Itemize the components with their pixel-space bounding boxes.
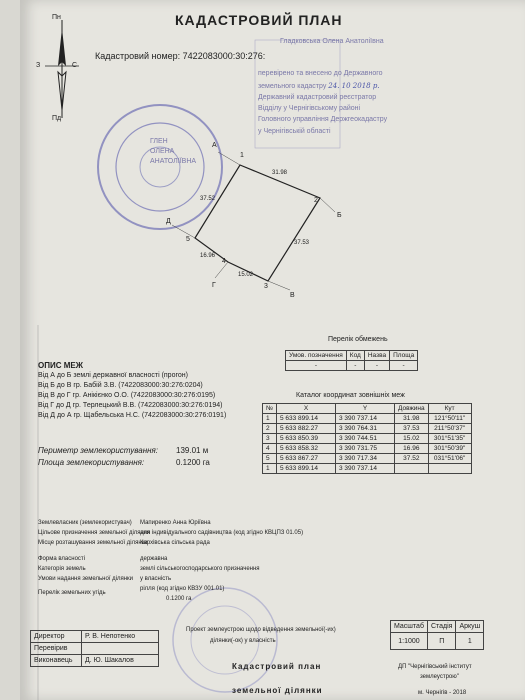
catalog-cell: 5 633 899.14 (276, 414, 335, 424)
org-city-year: м. Чернігів - 2018 (418, 690, 467, 696)
info-label: Місце розташування земельної ділянки (38, 540, 148, 546)
round-stamp (98, 105, 222, 229)
catalog-cell: 3 390 737.14 (335, 464, 394, 474)
info-label: Цільове призначення земельної ділянки (38, 530, 150, 536)
catalog-cell: 1 (263, 464, 277, 474)
vertex-letter-a: А (212, 142, 217, 149)
restrictions-cell: - (346, 361, 364, 371)
vertex-num-1: 1 (240, 152, 244, 159)
scale-header-cell: Стадія (427, 621, 456, 633)
table-row (263, 434, 472, 444)
org-line-1: ДП "Чернігівський інститут (398, 664, 472, 670)
name-cell: Р. В. Непотенко (82, 631, 159, 643)
area-label: Площа землекористування: (38, 458, 145, 467)
stamp-line-2: перевірено та внесено до Державного (258, 70, 383, 77)
boundary-line: Від Г до Д гр. Терлецький В.В. (7422083000:30:276:0194) (38, 402, 223, 409)
area-value: 0.1200 га (176, 458, 210, 467)
catalog-cell: 3 390 764.31 (335, 424, 394, 434)
footer-title-2: земельної ділянки (232, 686, 323, 695)
catalog-cell: 37.52 (394, 454, 428, 464)
vertex-num-3: 3 (264, 283, 268, 290)
catalog-cell (394, 464, 428, 474)
restrictions-header-cell: Умов. позначення (286, 351, 347, 361)
catalog-cell: 3 390 737.14 (335, 414, 394, 424)
role-cell: Директор (31, 631, 82, 643)
table-row (263, 454, 472, 464)
footer-title-1: Кадастровий план (232, 662, 322, 671)
boundary-line: Від В до Г гр. Анікієнко О.О. (7422083000:30:276:0195) (38, 392, 216, 399)
perimeter-label: Периметр землекористування: (38, 446, 159, 455)
catalog-cell: 5 633 867.27 (276, 454, 335, 464)
stamp-line-5: Відділу у Чернігівському районі (258, 105, 361, 112)
catalog-cell: 3 390 717.34 (335, 454, 394, 464)
compass-east-label: С (72, 62, 78, 69)
vertex-num-5: 5 (186, 236, 190, 243)
boundary-line: Від А до Б землі державної власності (прогон) (38, 372, 188, 379)
stamp-line-7: у Чернігівській області (258, 128, 331, 135)
catalog-cell: 37.53 (394, 424, 428, 434)
catalog-cell: 121°50'11" (428, 414, 471, 424)
catalog-cell: 3 390 744.51 (335, 434, 394, 444)
name-cell: Д. Ю. Шакалов (82, 655, 159, 667)
catalog-cell: 301°51'35" (428, 434, 471, 444)
cadastral-number-value: 7422083000:30:276: (182, 51, 266, 61)
restrictions-title: Перелік обмежень (328, 336, 388, 343)
table-row (263, 424, 472, 434)
document-title: КАДАСТРОВИЙ ПЛАН (175, 12, 343, 28)
catalog-cell: 31.98 (394, 414, 428, 424)
catalog-cell: 5 (263, 454, 277, 464)
boundary-line: Від Д до А гр. Щабельська Н.С. (7422083000:30:276:0191) (38, 412, 227, 419)
catalog-title: Каталог координат зовнішніх меж (296, 392, 405, 399)
info-value: землі сільськогосподарського призначення (140, 566, 260, 572)
catalog-header-cell: Y (335, 404, 394, 414)
catalog-cell: 4 (263, 444, 277, 454)
catalog-cell: 301°50'39" (428, 444, 471, 454)
table-row (263, 414, 472, 424)
vertex-num-2: 2 (314, 197, 318, 204)
signatures-table (30, 630, 159, 667)
restrictions-header-cell: Назва (364, 351, 389, 361)
scale-cell: 1:1000 (391, 633, 428, 650)
restrictions-cell: - (286, 361, 347, 371)
stamp-name-2: ОЛЕНА (150, 148, 175, 155)
org-line-2: землеустрою" (420, 674, 459, 680)
name-cell (82, 643, 159, 655)
restrictions-table (285, 350, 418, 371)
catalog-cell: 3 390 731.75 (335, 444, 394, 454)
info-value: у власність (140, 576, 172, 582)
restrictions-cell: - (390, 361, 418, 371)
side-length-5-1: 37.52 (200, 196, 216, 202)
catalog-header-cell: № (263, 404, 277, 414)
info-value: Мапиренко Анна Юріївна (140, 520, 211, 526)
restrictions-cell: - (364, 361, 389, 371)
info-value: рілля (код згідно КВЗУ 001.01) (140, 586, 225, 592)
info-label: Форма власності (38, 556, 85, 562)
info-label: Землевласник (землекористувач) (38, 520, 132, 526)
compass-west-label: З (36, 62, 41, 69)
catalog-cell: 3 (263, 434, 277, 444)
catalog-header-cell: Довжина (394, 404, 428, 414)
cadastral-number (95, 51, 265, 61)
role-cell: Перевірив (31, 643, 82, 655)
scale-header-cell: Масштаб (391, 621, 428, 633)
catalog-header-cell: X (276, 404, 335, 414)
info-value: Кархівська сільська рада (140, 540, 210, 546)
scale-table (390, 620, 484, 650)
info-value: 0.1200 га (166, 596, 192, 602)
info-label: Категорія земель (38, 566, 86, 572)
vertex-num-4: 4 (222, 258, 226, 265)
stamp-date: 24. 10 2018 р. (328, 82, 380, 90)
stamp-line-6: Головного управління Держгеокадастру (258, 116, 388, 123)
catalog-cell: 1 (263, 414, 277, 424)
catalog-cell: 031°51'06" (428, 454, 471, 464)
side-length-4-5: 16.96 (200, 253, 216, 259)
stamp-name-1: ГЛЕН (150, 138, 168, 145)
table-row (263, 464, 472, 474)
info-label: Умови надання земельної ділянки (38, 576, 134, 582)
coordinates-table (262, 403, 472, 474)
boundary-line: Від Б до В гр. Бабій З.В. (7422083000:30:276:0204) (38, 382, 203, 389)
catalog-cell: 15.02 (394, 434, 428, 444)
stamp-name-3: АНАТОЛІЇВНА (150, 158, 197, 165)
catalog-cell: 16.96 (394, 444, 428, 454)
info-value: державна (140, 556, 168, 562)
restrictions-header-cell: Код (346, 351, 364, 361)
project-line-1: Проект землеустрою щодо відведення земельної(-их) (186, 627, 336, 633)
table-row (263, 444, 472, 454)
land-plot-outline (172, 152, 335, 290)
vertex-letter-g: Г (212, 282, 216, 289)
restrictions-header-cell: Площа (390, 351, 418, 361)
boundaries-title: ОПИС МЕЖ (38, 361, 83, 370)
compass-south-label: Пд (52, 115, 62, 122)
cadastral-number-label: Кадастровий номер: (95, 51, 181, 61)
compass-north-label: Пн (52, 14, 61, 21)
stamp-line-4: Державний кадастровий реєстратор (258, 94, 377, 101)
catalog-cell: 5 633 858.32 (276, 444, 335, 454)
perimeter-value: 139.01 м (176, 446, 209, 455)
side-length-2-3: 37.53 (294, 240, 310, 246)
catalog-cell: 5 633 882.27 (276, 424, 335, 434)
catalog-cell: 5 633 899.14 (276, 464, 335, 474)
side-length-1-2: 31.98 (272, 170, 288, 176)
compass-icon (45, 20, 79, 118)
stamp-line-3-text: земельного кадастру (258, 83, 327, 90)
catalog-header-cell: Кут (428, 404, 471, 414)
role-cell: Виконавець (31, 655, 82, 667)
catalog-cell (428, 464, 471, 474)
scale-header-cell: Аркуш (456, 621, 484, 633)
scale-cell: П (427, 633, 456, 650)
info-value: для індивідуального садівництва (код згідно КВЦПЗ 01.05) (140, 530, 304, 536)
catalog-cell: 2 (263, 424, 277, 434)
project-line-2: ділянки(-ок) у власність (210, 638, 276, 644)
side-length-3-4: 15.02 (238, 272, 254, 278)
stamp-line-3 (258, 82, 380, 90)
catalog-cell: 211°50'37" (428, 424, 471, 434)
vertex-letter-d: Д (166, 218, 171, 225)
stamp-line-1: Гладковська Олена Анатоліївна (280, 38, 384, 45)
vertex-letter-v: В (290, 292, 295, 299)
info-label: Перелік земельних угідь (38, 590, 106, 596)
scale-cell: 1 (456, 633, 484, 650)
catalog-cell: 5 633 850.39 (276, 434, 335, 444)
vertex-letter-b: Б (337, 212, 342, 219)
